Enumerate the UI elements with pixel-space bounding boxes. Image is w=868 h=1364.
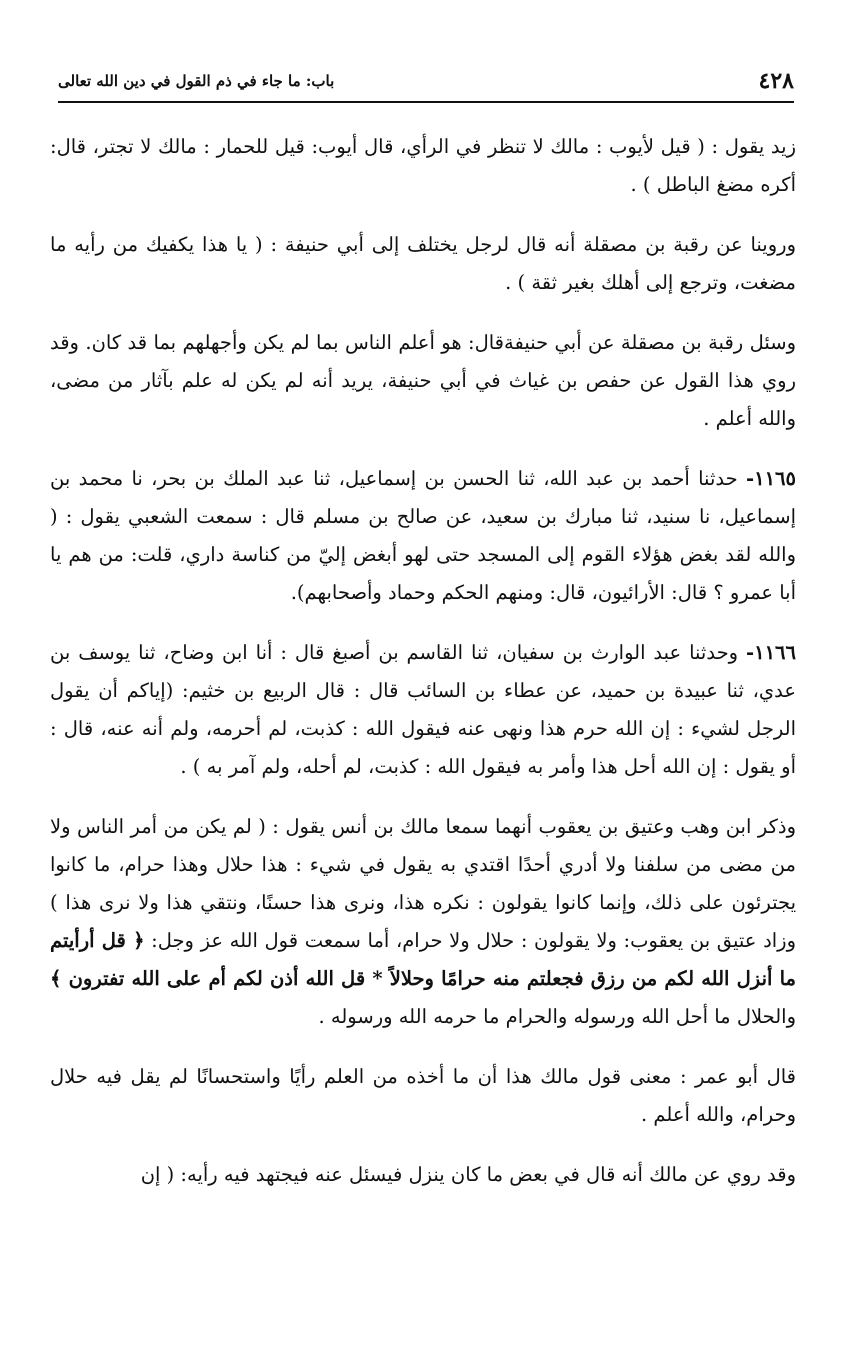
quran-verse: ﴿ قل أرأيتم ما أنزل الله لكم من رزق فجعلتم منه حرامًا وحلالاً * قل الله أذن لكم أم على الله تفترون ﴾ bbox=[50, 929, 796, 990]
paragraph-text: وقد روي عن مالك أنه قال في بعض ما كان ينزل فيسئل عنه فيجتهد فيه رأيه: ( إن bbox=[140, 1163, 796, 1186]
paragraph-text: وذكر ابن وهب وعتيق بن يعقوب أنهما سمعا مالك بن أنس يقول : ( لم يكن من أمر الناس ولا من مضى من سلفنا ولا أدري أحدًا اقتدي به يقول في شيء : هذا حلال وهذا حرام، ما كانوا يجترئون على ذلك، وإنما كانوا يقولون : نكره هذا، ونرى هذا حسنًا، ونتقي هذا ولا نرى هذا ) وزاد عتيق بن يعقوب: ولا يقولون : حلال ولا حرام، أما سمعت قول الله عز وجل: bbox=[50, 815, 797, 952]
paragraph-1 bbox=[50, 128, 796, 204]
paragraph-abu-umar bbox=[50, 1058, 796, 1134]
paragraph-text: زيد يقول : ( قيل لأيوب : مالك لا تنظر في الرأي، قال أيوب: قيل للحمار : مالك لا تجتر، قال: أكره مضغ الباطل ) . bbox=[50, 135, 796, 196]
paragraph-malik bbox=[50, 808, 796, 1036]
paragraph-text: حدثنا أحمد بن عبد الله، ثنا الحسن بن إسماعيل، ثنا عبد الملك بن بحر، نا محمد بن إسماعيل، نا سنيد، ثنا مبارك بن سعيد، عن صالح بن مسلم قال : سمعت الشعبي يقول : ( والله لقد بغض هؤلاء القوم إلى المسجد حتى لهو أبغض إليّ من كناسة داري، قلت: من هم يا أبا عمرو ؟ قال: الأرائيون، قال: ومنهم الحكم وحماد وأصحابهم). bbox=[50, 467, 796, 604]
paragraph-2 bbox=[50, 226, 796, 302]
paragraph-3 bbox=[50, 324, 796, 438]
page-header bbox=[58, 62, 794, 102]
hadith-1165 bbox=[50, 460, 796, 612]
body-text bbox=[50, 128, 796, 1216]
running-title: باب: ما جاء في ذم القول في دين الله تعالى bbox=[58, 72, 335, 90]
paragraph-text: وروينا عن رقبة بن مصقلة أنه قال لرجل يختلف إلى أبي حنيفة : ( يا هذا يكفيك من رأيه ما مضغت، وترجع إلى أهلك بغير ثقة ) . bbox=[50, 233, 796, 294]
paragraph-text: وسئل رقبة بن مصقلة عن أبي حنيفةقال: هو أعلم الناس بما لم يكن وأجهلهم بما قد كان. وقد روي هذا القول عن حفص بن غياث في أبي حنيفة، يريد أنه لم يكن له علم بآثار من مضى، والله أعلم . bbox=[50, 331, 796, 430]
header-rule bbox=[58, 101, 794, 103]
paragraph-text: والحلال ما أحل الله ورسوله والحرام ما حرمه الله ورسوله . bbox=[318, 1005, 796, 1028]
paragraph-last bbox=[50, 1156, 796, 1194]
hadith-number: ١١٦٥- bbox=[746, 467, 796, 490]
hadith-1166 bbox=[50, 634, 796, 786]
paragraph-text: وحدثنا عبد الوارث بن سفيان، ثنا القاسم بن أصبغ قال : أنا ابن وضاح، ثنا يوسف بن عدي، ثنا عبيدة بن حميد، عن عطاء بن السائب قال : قال الربيع بن خثيم: (إياكم أن يقول الرجل لشيء : إن الله حرم هذا ونهى عنه فيقول الله : كذبت، لم أحرمه، ولم أنه عنه، قال : أو يقول : إن الله أحل هذا وأمر به فيقول الله : كذبت، لم أحله، ولم آمر به ) . bbox=[50, 641, 796, 778]
page-number: ٤٢٨ bbox=[758, 68, 794, 94]
hadith-number: ١١٦٦- bbox=[746, 641, 796, 664]
paragraph-text: قال أبو عمر : معنى قول مالك هذا أن ما أخذه من العلم رأيًا واستحسانًا لم يقل فيه حلال وحرام، والله أعلم . bbox=[50, 1065, 796, 1126]
